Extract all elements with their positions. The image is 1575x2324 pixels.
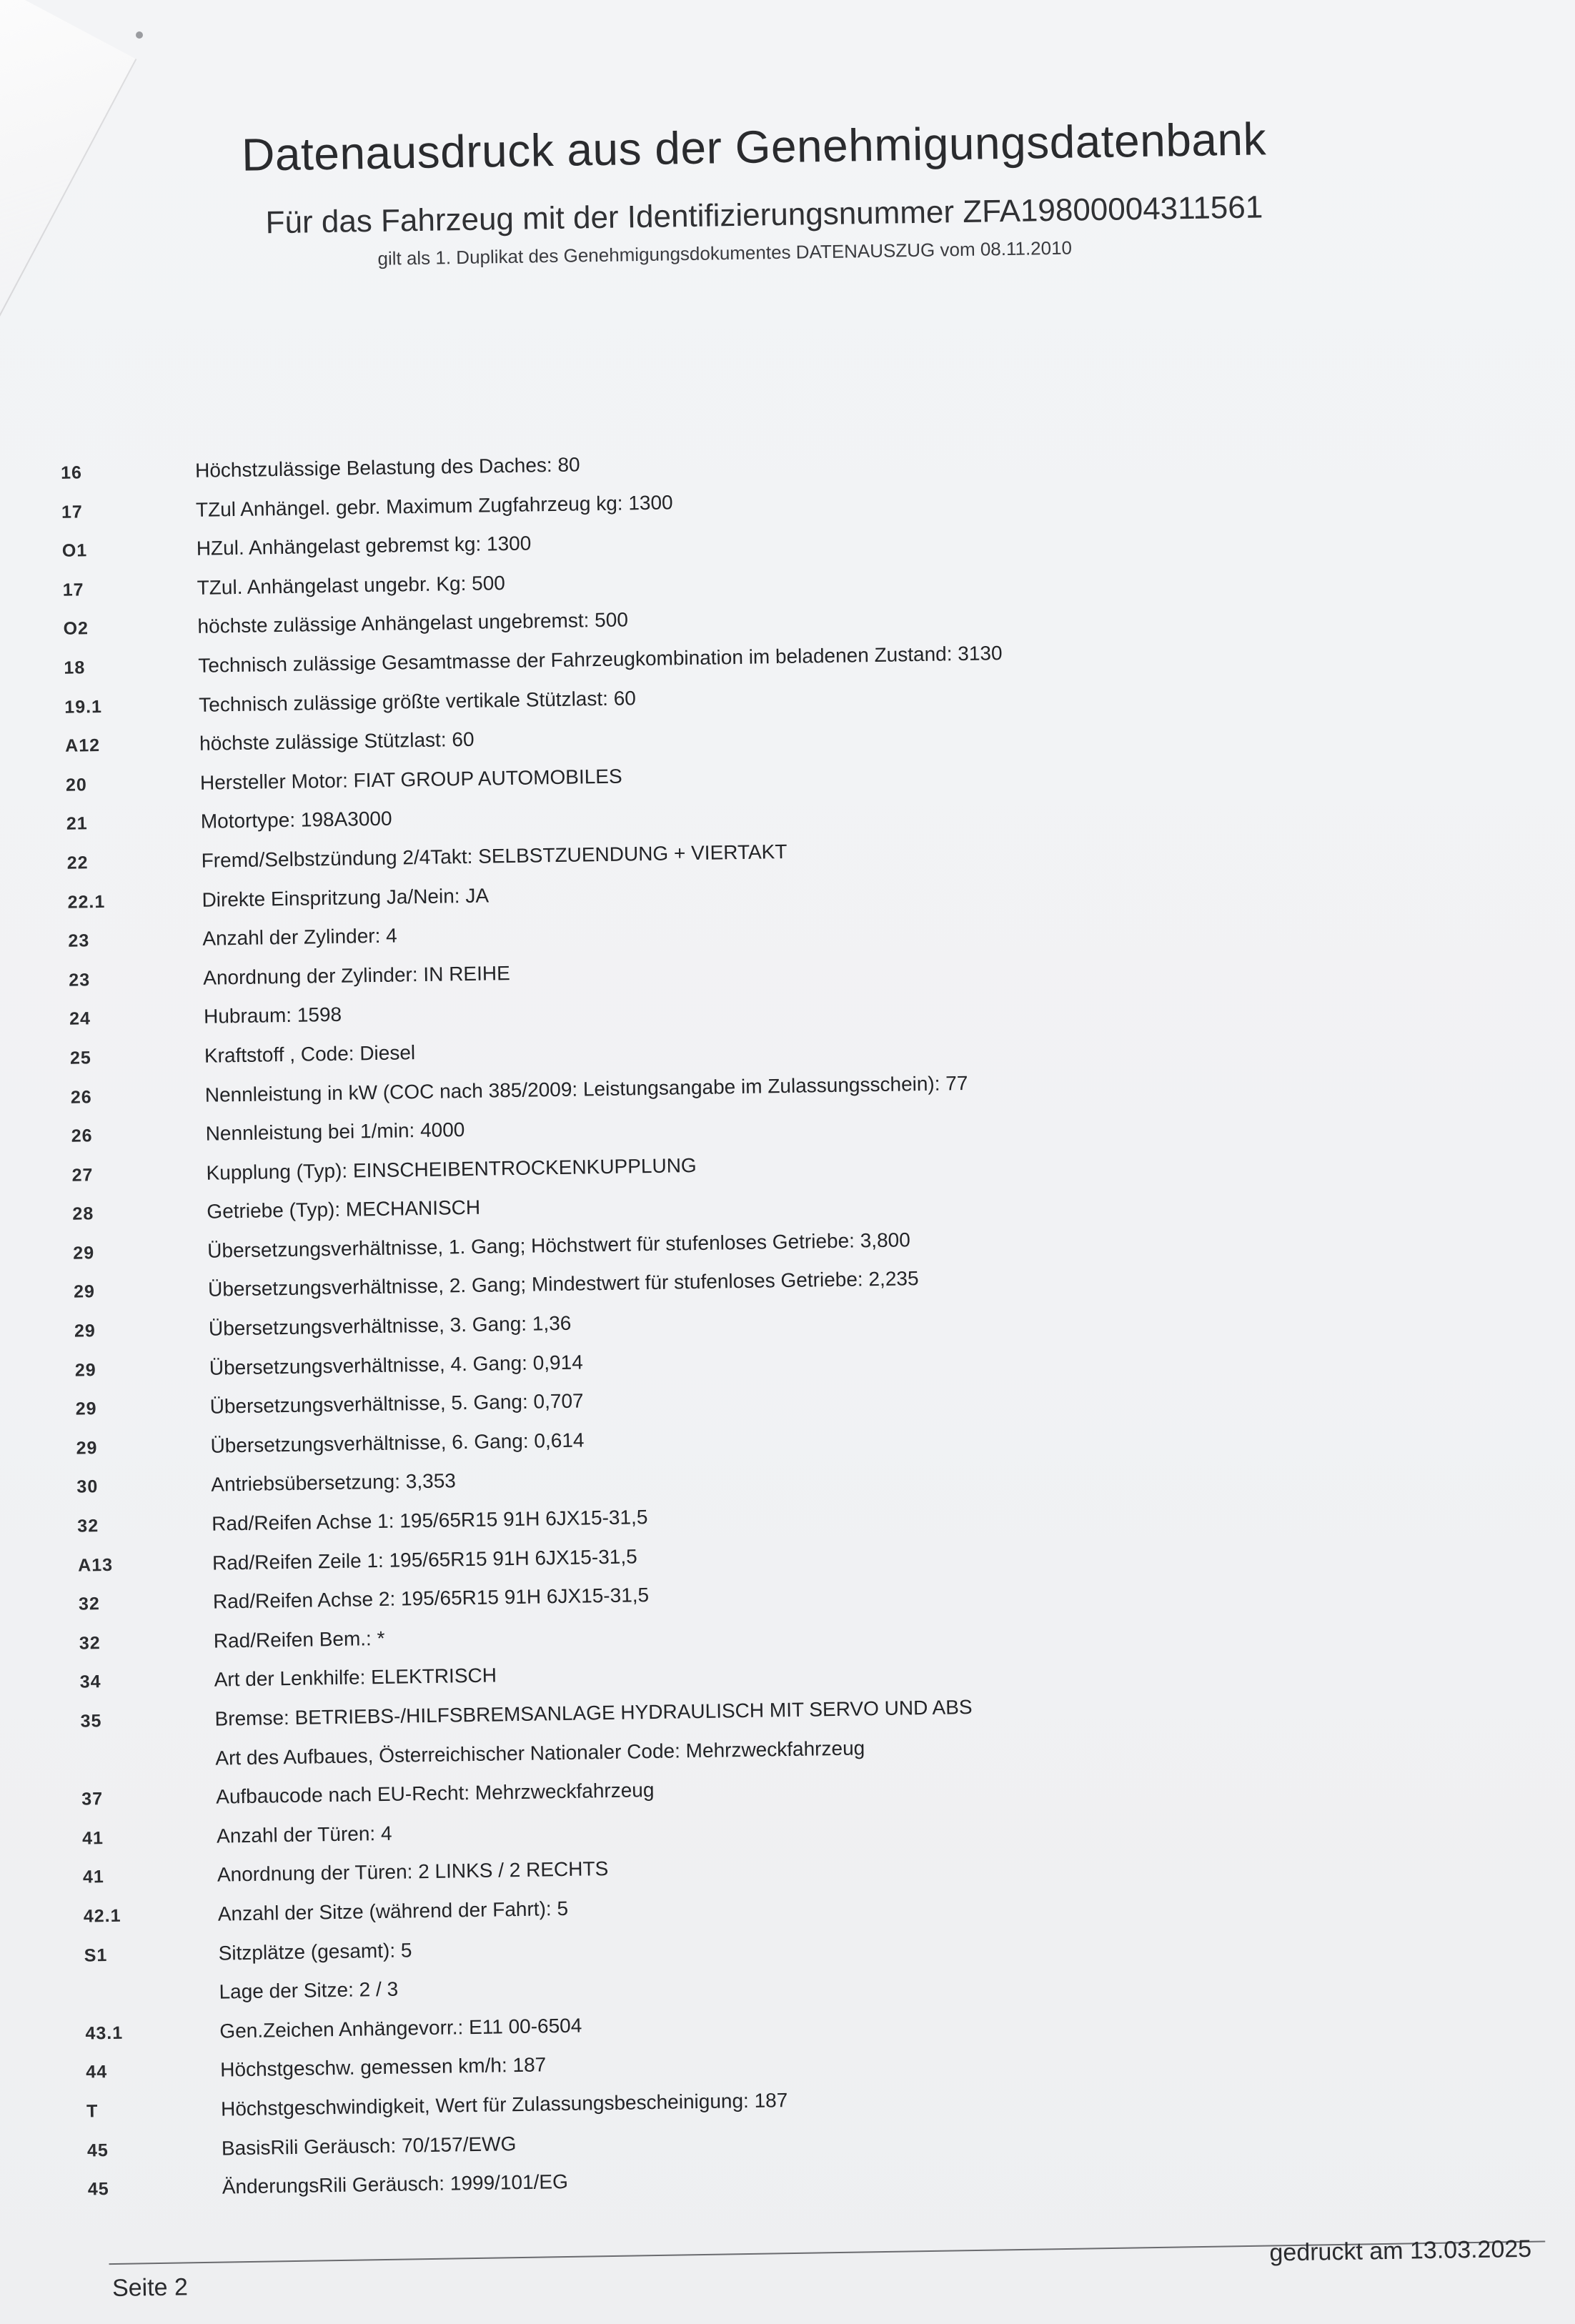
page-number: Seite 2 [111,2273,189,2303]
entry-code: 29 [74,1321,96,1341]
entry-code: 29 [76,1438,98,1459]
entry-code: T [86,2101,99,2122]
entry-code: 26 [70,1086,92,1108]
entry-text: BasisRili Geräusch: 70/157/EWG [221,2132,517,2160]
entry-code: 24 [69,1008,91,1030]
entry-code: 45 [86,2140,109,2161]
entry-code: 29 [74,1359,96,1381]
entry-text: Bremse: BETRIEBS-/HILFSBREMSANLAGE HYDRAULISCH MIT SERVO UND ABS [214,1696,973,1730]
entry-text: Rad/Reifen Bem.: * [213,1627,385,1652]
entry-text: TZul. Anhängelast ungebr. Kg: 500 [197,571,506,599]
entry-code: 29 [73,1243,95,1263]
entry-code: 23 [68,930,90,951]
entry-code: 32 [77,1516,99,1536]
entry-text: Höchstgeschw. gemessen km/h: 187 [220,2053,547,2081]
entry-text: höchste zulässige Anhängelast ungebremst: 500 [197,608,629,638]
entry-code: 30 [76,1476,99,1498]
data-entries-list [61,442,1446,2218]
entry-code: 25 [69,1048,92,1068]
entry-code: 41 [82,1867,105,1887]
entry-text: Übersetzungsverhältnisse, 4. Gang: 0,914 [209,1351,583,1379]
entry-text: Art des Aufbaues, Österreichischer Nationaler Code: Mehrzweckfahrzeug [215,1736,865,1769]
entry-text: Antriebsübersetzung: 3,353 [211,1469,457,1496]
entry-text: ÄnderungsRili Geräusch: 1999/101/EG [222,2170,569,2198]
entry-text: höchste zulässige Stützlast: 60 [199,728,475,755]
entry-code: 27 [71,1164,94,1186]
entry-text: Anordnung der Türen: 2 LINKS / 2 RECHTS [217,1857,609,1887]
entry-code: 28 [72,1203,94,1224]
entry-text: Rad/Reifen Zeile 1: 195/65R15 91H 6JX15-31,5 [212,1544,637,1574]
entry-text: Anzahl der Zylinder: 4 [202,924,397,950]
entry-text: Aufbaucode nach EU-Recht: Mehrzweckfahrzeug [216,1779,655,1808]
entry-code: 22.1 [67,891,106,913]
entry-text: Anordnung der Zylinder: IN REIHE [203,961,510,989]
entry-code: 18 [64,657,86,678]
entry-text: Übersetzungsverhältnisse, 6. Gang: 0,614 [210,1429,585,1457]
entry-code: 16 [60,462,83,483]
entry-text: Höchstgeschwindigkeit, Wert für Zulassungsbescheinigung: 187 [220,2089,788,2120]
entry-code: S1 [84,1945,108,1966]
entry-text: Gen.Zeichen Anhängevorr.: E11 00-6504 [219,2014,582,2042]
entry-code: 17 [61,501,84,522]
entry-text: Übersetzungsverhältnisse, 2. Gang; Mindestwert für stufenloses Getriebe: 2,235 [207,1267,919,1301]
entry-text: Art der Lenkhilfe: ELEKTRISCH [214,1664,497,1692]
entry-code: 26 [71,1126,93,1146]
document-subtitle: Für das Fahrzeug mit der Identifizierungsnummer ZFA19800004311561 [265,189,1263,241]
printed-date: gedruckt am 13.03.2025 [1269,2235,1532,2267]
entry-code: 17 [62,580,84,600]
entry-text: TZul Anhängel. gebr. Maximum Zugfahrzeug kg: 1300 [195,490,673,521]
entry-text: Nennleistung bei 1/min: 4000 [205,1118,465,1145]
entry-text: Fremd/Selbstzündung 2/4Takt: SELBSTZUENDUNG + VIERTAKT [201,840,788,872]
entry-text: Rad/Reifen Achse 1: 195/65R15 91H 6JX15-31,5 [212,1506,648,1535]
entry-text: Nennleistung in kW (COC nach 385/2009: Leistungsangabe im Zulassungsschein): 77 [204,1071,968,1106]
document-title: Datenausdruck aus der Genehmigungsdatenbank [241,113,1267,181]
entry-text: HZul. Anhängelast gebremst kg: 1300 [196,532,532,560]
entry-text: Kraftstoff , Code: Diesel [204,1041,416,1067]
entry-code: 35 [80,1711,102,1732]
entry-code: 29 [73,1281,96,1303]
entry-code: O1 [61,540,88,561]
duplicate-note: gilt als 1. Duplikat des Genehmigungsdokumentes DATENAUSZUG vom 08.11.2010 [377,237,1073,269]
entry-code: A12 [64,735,101,756]
entry-code: 20 [65,775,88,795]
entry-code: 43.1 [85,2022,124,2044]
entry-code: A13 [77,1554,114,1576]
entry-text: Direkte Einspritzung Ja/Nein: JA [202,884,490,911]
entry-code: O2 [63,618,89,640]
entry-text: Übersetzungsverhältnisse, 5. Gang: 0,707 [209,1389,584,1418]
entry-text: Getriebe (Typ): MECHANISCH [207,1196,481,1223]
entry-code: 44 [86,2062,108,2082]
entry-code: 42.1 [83,1905,121,1927]
entry-text: Anzahl der Sitze (während der Fahrt): 5 [217,1897,569,1925]
entry-text: Technisch zulässige Gesamtmasse der Fahrzeugkombination im beladenen Zustand: 3130 [198,642,1003,677]
entry-code: 32 [79,1632,101,1654]
entry-text: Lage der Sitze: 2 / 3 [219,1977,399,2003]
entry-code: 32 [78,1594,101,1614]
entry-text: Hersteller Motor: FIAT GROUP AUTOMOBILES [199,765,622,794]
entry-text: Motortype: 198A3000 [200,807,392,833]
entry-code: 41 [81,1827,104,1849]
entry-code: 29 [75,1399,97,1419]
entry-text: Kupplung (Typ): EINSCHEIBENTROCKENKUPPLUNG [206,1153,697,1184]
entry-code: 34 [79,1672,101,1693]
entry-code: 45 [87,2179,109,2200]
entry-text: Hubraum: 1598 [203,1003,342,1028]
entry-code: 37 [81,1789,104,1809]
entry-code: 22 [66,853,89,873]
entry-code: 21 [66,813,88,835]
entry-text: Sitzplätze (gesamt): 5 [218,1938,412,1965]
entry-code: 19.1 [64,696,103,717]
entry-text: Übersetzungsverhältnisse, 3. Gang: 1,36 [208,1311,572,1340]
entry-text: Anzahl der Türen: 4 [216,1822,392,1847]
entry-text: Höchstzulässige Belastung des Daches: 80 [194,453,580,482]
entry-code: 23 [69,969,91,990]
entry-text: Übersetzungsverhältnisse, 1. Gang; Höchstwert für stufenloses Getriebe: 3,800 [207,1228,911,1262]
entry-text: Technisch zulässige größte vertikale Stützlast: 60 [199,686,637,716]
entry-text: Rad/Reifen Achse 2: 195/65R15 91H 6JX15-31,5 [212,1584,650,1613]
